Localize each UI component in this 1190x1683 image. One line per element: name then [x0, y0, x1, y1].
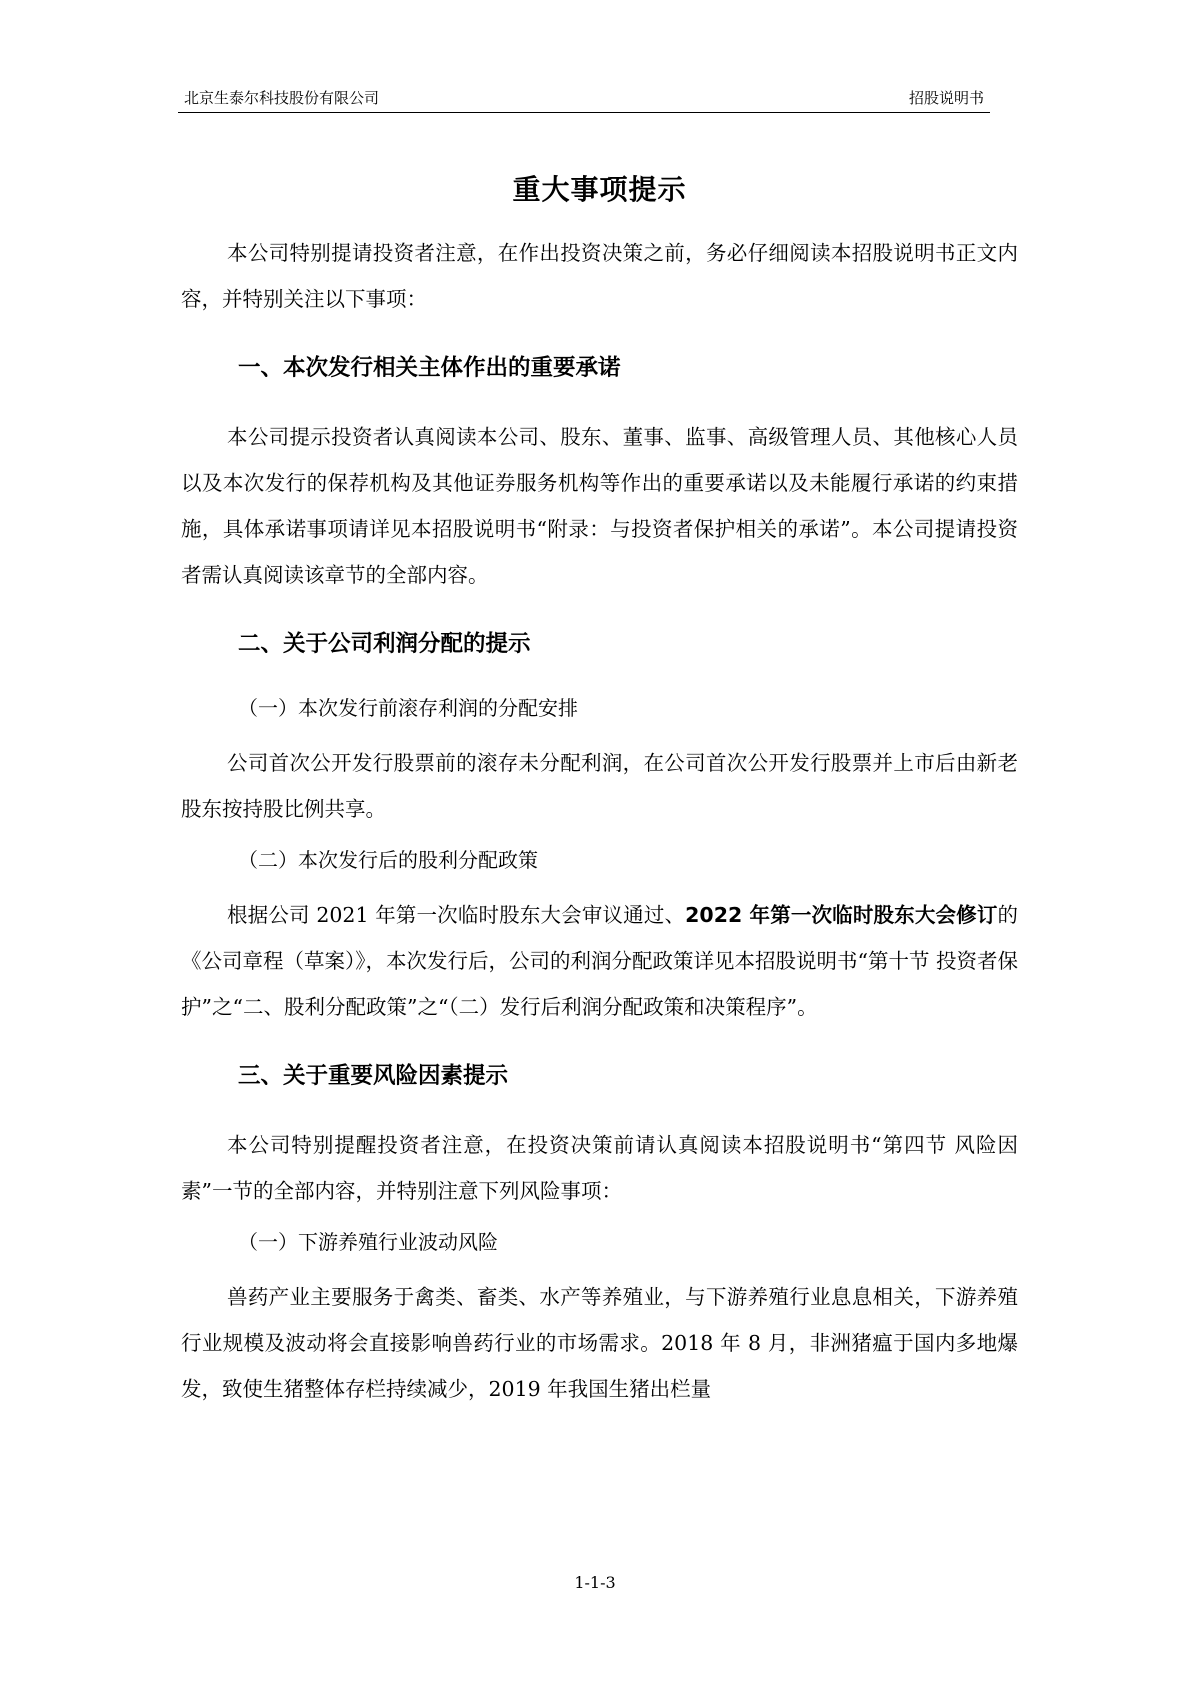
section-3-sub-1-paragraph: 兽药产业主要服务于禽类、畜类、水产等养殖业，与下游养殖行业息息相关，下游养殖行业规模及波动将会直接影响兽药行业的市场需求。2018 年 8 月，非洲猪瘟于国内多地爆发，致使生猪整体存栏持续减少，2019 年我国生猪出栏量: [181, 1285, 1018, 1401]
section-2-sub-2-paragraph: [181, 892, 1018, 1030]
section-2-sub-1-heading: （一）本次发行前滚存利润的分配安排: [238, 696, 578, 720]
dividend-text-post: 的《公司章程（草案）》，本次发行后，公司的利润分配政策详见本招股说明书“第十节 投资者保护”之“二、股利分配政策”之“（二）发行后利润分配政策和决策程序”。: [181, 903, 1019, 1019]
section-2-sub-1-paragraph: 公司首次公开发行股票前的滚存未分配利润，在公司首次公开发行股票并上市后由新老股东按持股比例共享。: [181, 751, 1018, 821]
page-number: 1-1-3: [574, 1573, 616, 1592]
dividend-text-bold: 2022 年第一次临时股东大会修订: [685, 903, 998, 927]
section-3-heading: 三、关于重要风险因素提示: [238, 1063, 509, 1089]
section-3-paragraph: 本公司特别提醒投资者注意，在投资决策前请认真阅读本招股说明书“第四节 风险因素”一节的全部内容，并特别注意下列风险事项：: [181, 1133, 1018, 1203]
dividend-text-pre: 根据公司 2021 年第一次临时股东大会审议通过、: [227, 903, 686, 927]
section-3-sub-1-heading: （一）下游养殖行业波动风险: [238, 1230, 498, 1254]
section-2-heading: 二、关于公司利润分配的提示: [238, 631, 531, 657]
section-1-heading: 一、本次发行相关主体作出的重要承诺: [238, 355, 621, 381]
section-2-sub-2-heading: （二）本次发行后的股利分配政策: [238, 848, 538, 872]
section-1-paragraph: 本公司提示投资者认真阅读本公司、股东、董事、监事、高级管理人员、其他核心人员以及本次发行的保荐机构及其他证券服务机构等作出的重要承诺以及未能履行承诺的约束措施，具体承诺事项请详见本招股说明书“附录：与投资者保护相关的承诺”。本公司提请投资者需认真阅读该章节的全部内容。: [181, 425, 1018, 587]
header-document-type: 招股说明书: [908, 89, 984, 107]
intro-paragraph: 本公司特别提请投资者注意，在作出投资决策之前，务必仔细阅读本招股说明书正文内容，并特别关注以下事项：: [181, 241, 1018, 311]
page-content: [181, 168, 1018, 1412]
page-title: 重大事项提示: [512, 173, 687, 206]
page-header: [178, 84, 990, 113]
header-company-name: 北京生泰尔科技股份有限公司: [184, 89, 380, 107]
